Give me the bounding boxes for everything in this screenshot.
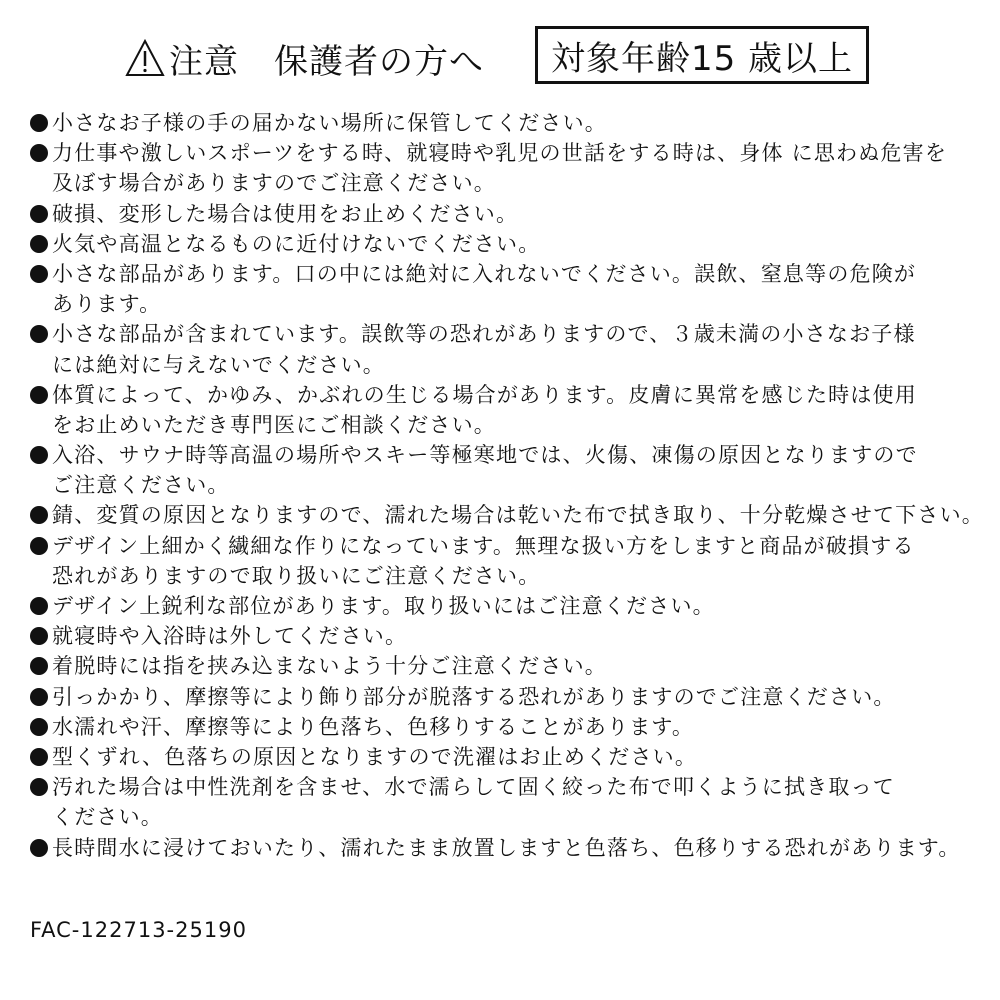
notice-item [30,531,980,561]
bullet-icon [30,440,52,470]
notice-item-continuation [30,561,980,591]
bullet-icon [30,229,52,259]
notice-text: 入浴、サウナ時等高温の場所やスキー等極寒地では、火傷、凍傷の原因となりますので [52,443,918,468]
notice-text: 就寝時や入浴時は外してください。 [52,624,408,649]
notice-item [30,712,980,742]
notice-text: 引っかかり、摩擦等により飾り部分が脱落する恐れがありますのでご注意ください。 [52,684,896,709]
notice-item [30,259,980,289]
bullet-icon [30,712,52,742]
bullet-icon [30,531,52,561]
bullet-icon [30,199,52,229]
warning-header [125,28,484,88]
notice-text: デザイン上鋭利な部位があります。取り扱いにはご注意ください。 [52,594,715,618]
notice-list [30,108,984,863]
notice-item [30,319,980,349]
notice-text: 破損、変形した場合は使用をお止めください。 [52,201,519,226]
notice-item [30,380,980,410]
notice-text: 火気や高温となるものに近付けないでください。 [52,231,541,256]
notice-text: 着脱時には指を挟み込まないよう十分ご注意ください。 [52,654,607,679]
notice-text: ください。 [52,805,163,830]
notice-item [30,440,980,470]
notice-text: をお止めいただき専門医にご相談ください。 [52,412,496,437]
notice-text: デザイン上細かく繊細な作りになっています。無理な扱い方をしますと商品が破損する [52,533,915,558]
notice-item [30,229,980,259]
bullet-icon [30,591,52,621]
bullet-icon [30,259,52,289]
bullet-icon [30,108,52,138]
notice-text: 力仕事や激しいスポーツをする時、就寝時や乳児の世話をする時は、身体 に思わぬ危害を [52,141,948,166]
bullet-icon [30,319,52,349]
notice-text: 長時間水に浸けておいたり、濡れたまま放置しますと色落ち、色移りする恐れがあります。 [52,835,961,860]
notice-item [30,591,980,621]
notice-item-continuation [30,168,980,198]
notice-item [30,621,980,651]
notice-text: 恐れがありますので取り扱いにご注意ください。 [52,563,541,588]
notice-item [30,138,980,168]
age-rating-badge: 対象年齢15 歳以上 [535,26,869,84]
notice-text: には絶対に与えないでください。 [52,352,385,377]
warning-title: 注意 保護者の方へ [169,41,484,82]
notice-text: 汚れた場合は中性洗剤を含ませ、水で濡らして固く絞った布で叩くように拭き取って [52,775,895,800]
bullet-icon [30,772,52,802]
bullet-icon [30,380,52,410]
bullet-icon [30,682,52,712]
notice-text: 小さな部品があります。口の中には絶対に入れないでください。誤飲、窒息等の危険が [52,261,917,286]
notice-item-continuation [30,410,980,440]
notice-item [30,682,980,712]
notice-item [30,651,980,681]
warning-triangle-icon [125,39,165,77]
product-code: FAC-122713-25190 [30,918,247,942]
bullet-icon [30,138,52,168]
notice-text: 体質によって、かゆみ、かぶれの生じる場合があります。皮膚に異常を感じた時は使用 [52,382,917,407]
notice-text: 型くずれ、色落ちの原因となりますので洗濯はお止めください。 [52,744,698,769]
notice-text: 小さなお子様の手の届かない場所に保管してください。 [52,111,607,135]
notice-text: あります。 [52,292,162,317]
notice-item-continuation [30,350,980,380]
notice-item [30,772,980,802]
notice-item-continuation [30,802,980,832]
notice-item [30,108,980,138]
notice-text: 小さな部品が含まれています。誤飲等の恐れがありますので、３歳未満の小さなお子様 [52,322,916,347]
notice-text: ご注意ください。 [52,473,230,498]
notice-item [30,500,984,530]
notice-item-continuation [30,470,980,500]
notice-text: 錆、変質の原因となりますので、濡れた場合は乾いた布で拭き取り、十分乾燥させて下さい。 [52,503,984,528]
notice-text: 水濡れや汗、摩擦等により色落ち、色移りすることがあります。 [52,714,695,739]
notice-text: 及ぼす場合がありますのでご注意ください。 [52,171,496,196]
bullet-icon [30,833,52,863]
notice-item [30,833,980,863]
notice-item [30,742,980,772]
notice-item-continuation [30,289,980,319]
bullet-icon [30,500,52,530]
bullet-icon [30,742,52,772]
bullet-icon [30,621,52,651]
notice-item [30,199,980,229]
bullet-icon [30,651,52,681]
